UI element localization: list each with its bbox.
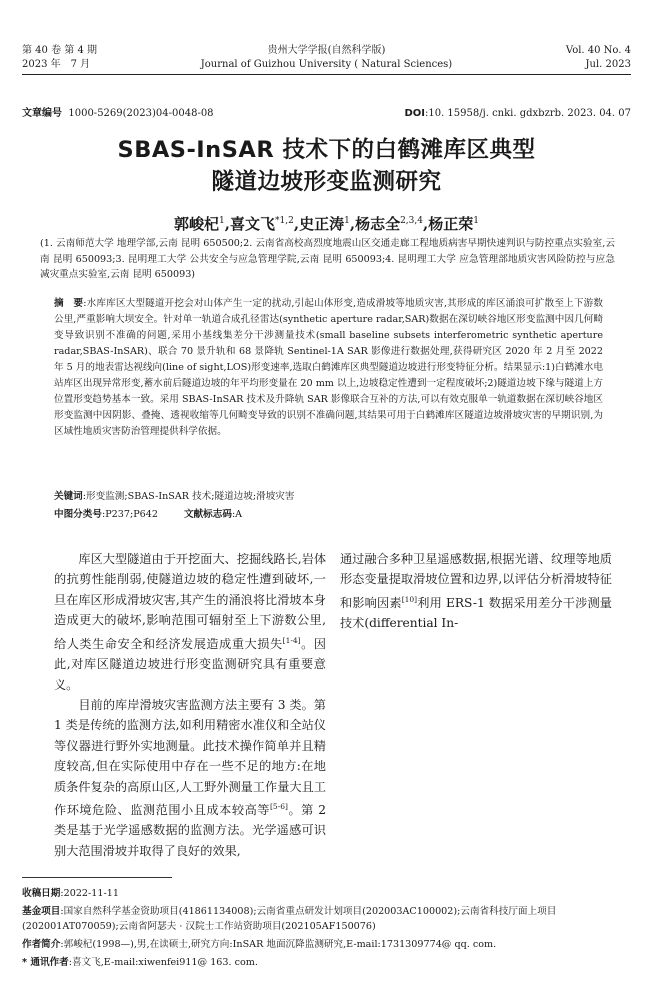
doi-value: :10. 15958/j. cnki. gdxbzrb. 2023. 04. 07 xyxy=(424,108,631,119)
citation: [5-6] xyxy=(269,801,288,811)
clc-value: :P237;P642 xyxy=(101,509,158,520)
body-paragraph xyxy=(54,549,326,695)
received-label: 收稿日期 xyxy=(22,888,61,899)
author-name: 杨志全 xyxy=(355,215,401,233)
paragraph-text: 利用 ERS-1 数据采用差分干涉测量技术(differential In- xyxy=(340,595,612,631)
title-line-2: 隧道边坡形变监测研究 xyxy=(211,169,442,195)
keywords xyxy=(54,489,603,505)
author-bio-label: 作者简介 xyxy=(22,939,61,950)
doi-label: DOI xyxy=(404,108,425,119)
body-paragraph xyxy=(340,549,612,634)
author-bio-value: :郭峻杞(1998—),男,在读硕士,研究方向:InSAR 地面沉降监测研究,E-mail:1731309774@ qq. com. xyxy=(60,939,497,950)
publication-date: 2023 年 7 月 xyxy=(22,59,91,70)
journal-name-cn: 贵州大学学报(自然科学版) xyxy=(267,45,386,56)
citation: [10] xyxy=(401,594,418,604)
body-column-right xyxy=(340,549,612,634)
affiliations: (1. 云南师范大学 地理学部,云南 昆明 650500;2. 云南省高校高烈度地震山区交通走廊工程地质病害早期快速判识与防控重点实验室,云南 昆明 650093;3. 昆明理工大学 公共安全与应急管理学院,云南 昆明 650093;4. 昆明理工大学 应急管理部地质灾害风险防控与应急减灾重点实验室,云南 昆明 650093) xyxy=(40,238,615,280)
header-rule xyxy=(22,74,631,75)
fund-label: 基金项目 xyxy=(22,906,61,917)
author-affil-mark: 1 xyxy=(473,216,479,226)
received-value: :2022-11-11 xyxy=(60,888,119,899)
doc-code-label: 文献标志码 xyxy=(183,509,232,520)
journal-name-en: Journal of Guizhou University ( Natural Sciences) xyxy=(200,59,453,70)
article-number-value: 1000-5269(2023)04-0048-08 xyxy=(68,108,214,119)
paragraph-text: 。因此,对库区隧道边坡进行形变监测研究具有重要意义。 xyxy=(54,636,326,692)
abstract xyxy=(54,296,603,440)
article-number-label: 文章编号 xyxy=(22,108,62,119)
author-affil-mark: *1,2 xyxy=(275,216,294,226)
paragraph-text: 。第 2 类是基于光学遥感数据的监测方法。光学遥感可识别大范围滑坡并取得了良好的效果, xyxy=(54,803,326,858)
paragraph-text: 库区大型隧道由于开挖面大、挖掘线路长,岩体的抗剪性能削弱,使隧道边坡的稳定性遭到破坏,一旦在库区形成滑坡灾害,其产生的涌浪将比滑坡本身造成更大的破坏,影响范围可辐射至上下游数公里,给人类生命安全和经济发展造成重大损失 xyxy=(54,552,327,651)
volume-issue: 第 40 卷 第 4 期 xyxy=(22,45,97,56)
fund-info xyxy=(22,904,632,934)
running-header-left xyxy=(22,44,97,72)
author-bio xyxy=(22,937,632,952)
corresponding-label: * 通讯作者 xyxy=(22,957,69,968)
classification xyxy=(54,507,603,523)
clc-label: 中图分类号 xyxy=(54,509,102,520)
keywords-label: 关键词 xyxy=(54,491,83,502)
article-number xyxy=(22,107,214,121)
received-date xyxy=(22,886,632,901)
doc-code-value: :A xyxy=(231,509,243,520)
author-name: 郭峻杞 xyxy=(174,215,220,233)
body-column-left xyxy=(54,549,326,861)
paragraph-text: 通过融合多种卫星遥感数据,根据光谱、纹理等地质形态变量提取滑坡位置和边界,以评估分析滑坡特征和影响因素 xyxy=(340,552,612,610)
body-paragraph xyxy=(54,695,326,861)
corresponding-value: :喜文飞,E-mail:xiwenfei911@ 163. com. xyxy=(68,957,258,968)
doi xyxy=(404,107,631,121)
volume-issue-en: Vol. 40 No. 4 xyxy=(565,45,631,56)
author-name: 杨正荣 xyxy=(428,215,474,233)
footnotes xyxy=(22,886,632,973)
paper-title xyxy=(60,134,593,198)
running-header-center xyxy=(150,44,503,72)
abstract-text: :水库库区大型隧道开挖会对山体产生一定的扰动,引起山体形变,造成滑坡等地质灾害,其形成的库区涌浪可扩散至上下游数公里,严重影响大坝安全。针对单一轨道合成孔径雷达(synthetic aperture radar,SAR)数据在深切峡谷地区形变监测中因几何畸变导致识别不准确的问题,采用小基线集差分干涉测量技术(small baseline subsets interferometric synthetic aperture radar,SBAS-InSAR)、联合 70 景升轨和 68 景降轨 Sentinel-1A SAR 影像进行数据处理,获得研究区 2020 年 2 月至 2022 年 5 月的地表雷达视线向(line of sight,LOS)形变速率,选取白鹤滩库区典型隧道边坡进行形变特征分析。结果显示:1)白鹤滩水电站库区出现异常形变,蓄水前后隧道边坡的年平均形变量在 20 mm 以上,边坡稳定性遭到一定程度破坏;2)隧道边坡下缘与隧道上方位置形变趋势基本一致。采用 SBAS-InSAR 技术及升降轨 SAR 影像联合互补的方法,可以有效克服单一轨道数据在深切峡谷地区形变监测中因阴影、叠掩、透视收缩等几何畸变导致的识别不准确问题,其结果可用于白鹤滩库区隧道边坡滑坡灾害的早期识别,为区域性地质灾害防治管理提供科学依据。 xyxy=(54,298,603,437)
author-affil-mark: 2,3,4 xyxy=(400,216,423,226)
keywords-text: :形变监测;SBAS-InSAR 技术;隧道边坡;滑坡灾害 xyxy=(82,491,295,502)
fund-value: :国家自然科学基金资助项目(41861134008);云南省重点研发计划项目(202003AC100002);云南省科技厅面上项目(202001AT070059);云南省阿瑟夫 · 汉院士工作站资助项目(202105AF150076) xyxy=(22,906,557,932)
author-affil-mark: 1 xyxy=(344,216,350,226)
corresponding-author xyxy=(22,955,632,970)
author-name: 史正涛 xyxy=(299,215,345,233)
author-affil-mark: 1 xyxy=(219,216,225,226)
citation: [1-4] xyxy=(282,635,301,645)
footnote-rule xyxy=(22,877,172,878)
paragraph-text: 目前的库岸滑坡灾害监测方法主要有 3 类。第 1 类是传统的监测方法,如利用精密水准仪和全站仪等仪器进行野外实地测量。此技术操作简单并且精度较高,但在实际使用中存在一些不足的地方:在地质条件复杂的高原山区,人工野外测量工作量大且工作环境危险、监测范围小且成本较高等 xyxy=(54,697,326,817)
author-list: 郭峻杞$^1$,喜文飞$^{*1,2}$,史正涛$^1$,杨志全$^{2,3,4}$,杨正荣$^1$ xyxy=(174,215,479,233)
author-name: 喜文飞 xyxy=(230,215,276,233)
title-line-1: SBAS-InSAR 技术下的白鹤滩库区典型 xyxy=(117,137,536,163)
publication-date-en: Jul. 2023 xyxy=(585,59,631,70)
running-header-right xyxy=(566,44,631,72)
abstract-label: 摘 要 xyxy=(54,298,84,309)
